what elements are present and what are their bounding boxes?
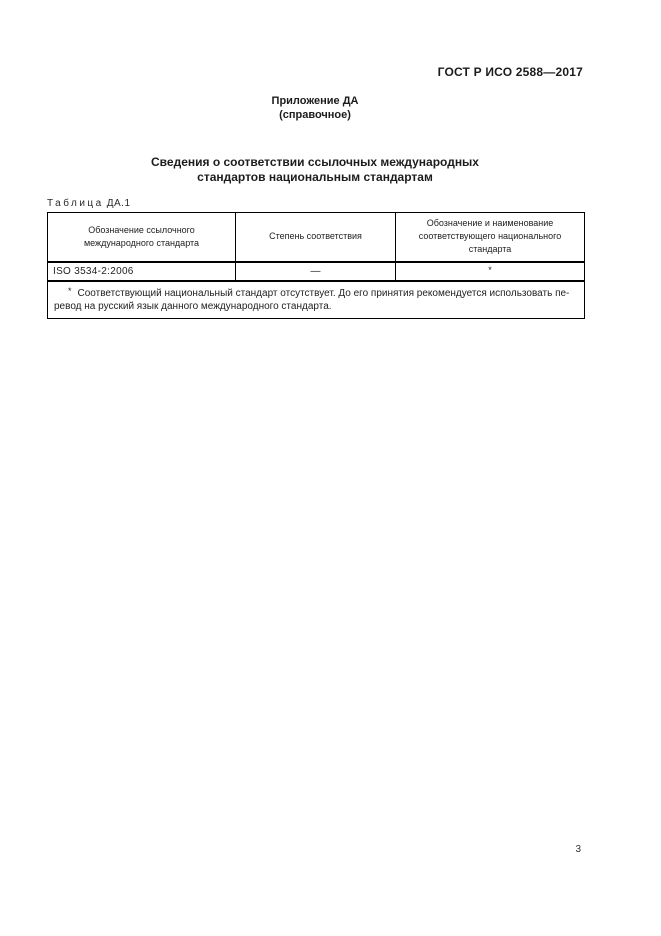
- column-header-degree-of-compliance: Степень соответствия: [236, 213, 396, 262]
- appendix-subtitle: (справочное): [279, 109, 351, 121]
- footnote-line1: [54, 285, 578, 300]
- table-row: [48, 262, 585, 281]
- table-caption: [47, 198, 131, 209]
- compliance-table: [47, 212, 585, 319]
- table-caption-number: ДА.1: [106, 198, 131, 209]
- document-number: ГОСТ Р ИСО 2588—2017: [437, 65, 583, 79]
- section-heading-line1: Сведения о соответствии ссылочных международных: [151, 155, 479, 169]
- column-header-reference-standard: Обозначение ссылочного международного стандарта: [48, 213, 236, 262]
- table-header-row: [48, 213, 585, 262]
- section-heading: [47, 155, 583, 185]
- page-number: 3: [575, 844, 581, 855]
- cell-degree-of-compliance: —: [236, 262, 396, 281]
- footnote-text-line2: ревод на русский язык данного международного стандарта.: [54, 300, 332, 312]
- table-caption-word: Таблица: [47, 198, 104, 209]
- table-footnote-cell: [48, 281, 585, 319]
- footnote-marker: *: [68, 285, 72, 296]
- cell-national-standard: *: [396, 262, 585, 281]
- cell-reference-standard: ISO 3534-2:2006: [48, 262, 236, 281]
- column-header-national-standard: Обозначение и наименование соответствующего национального стандарта: [396, 213, 585, 262]
- footnote-text-line1: Соответствующий национальный стандарт отсутствует. До его принятия рекомендуется использовать пе-: [77, 287, 570, 299]
- table-footnote-row: [48, 281, 585, 319]
- appendix-header: [47, 94, 583, 122]
- appendix-title: Приложение ДА: [271, 95, 359, 107]
- section-heading-line2: стандартов национальным стандартам: [197, 170, 433, 184]
